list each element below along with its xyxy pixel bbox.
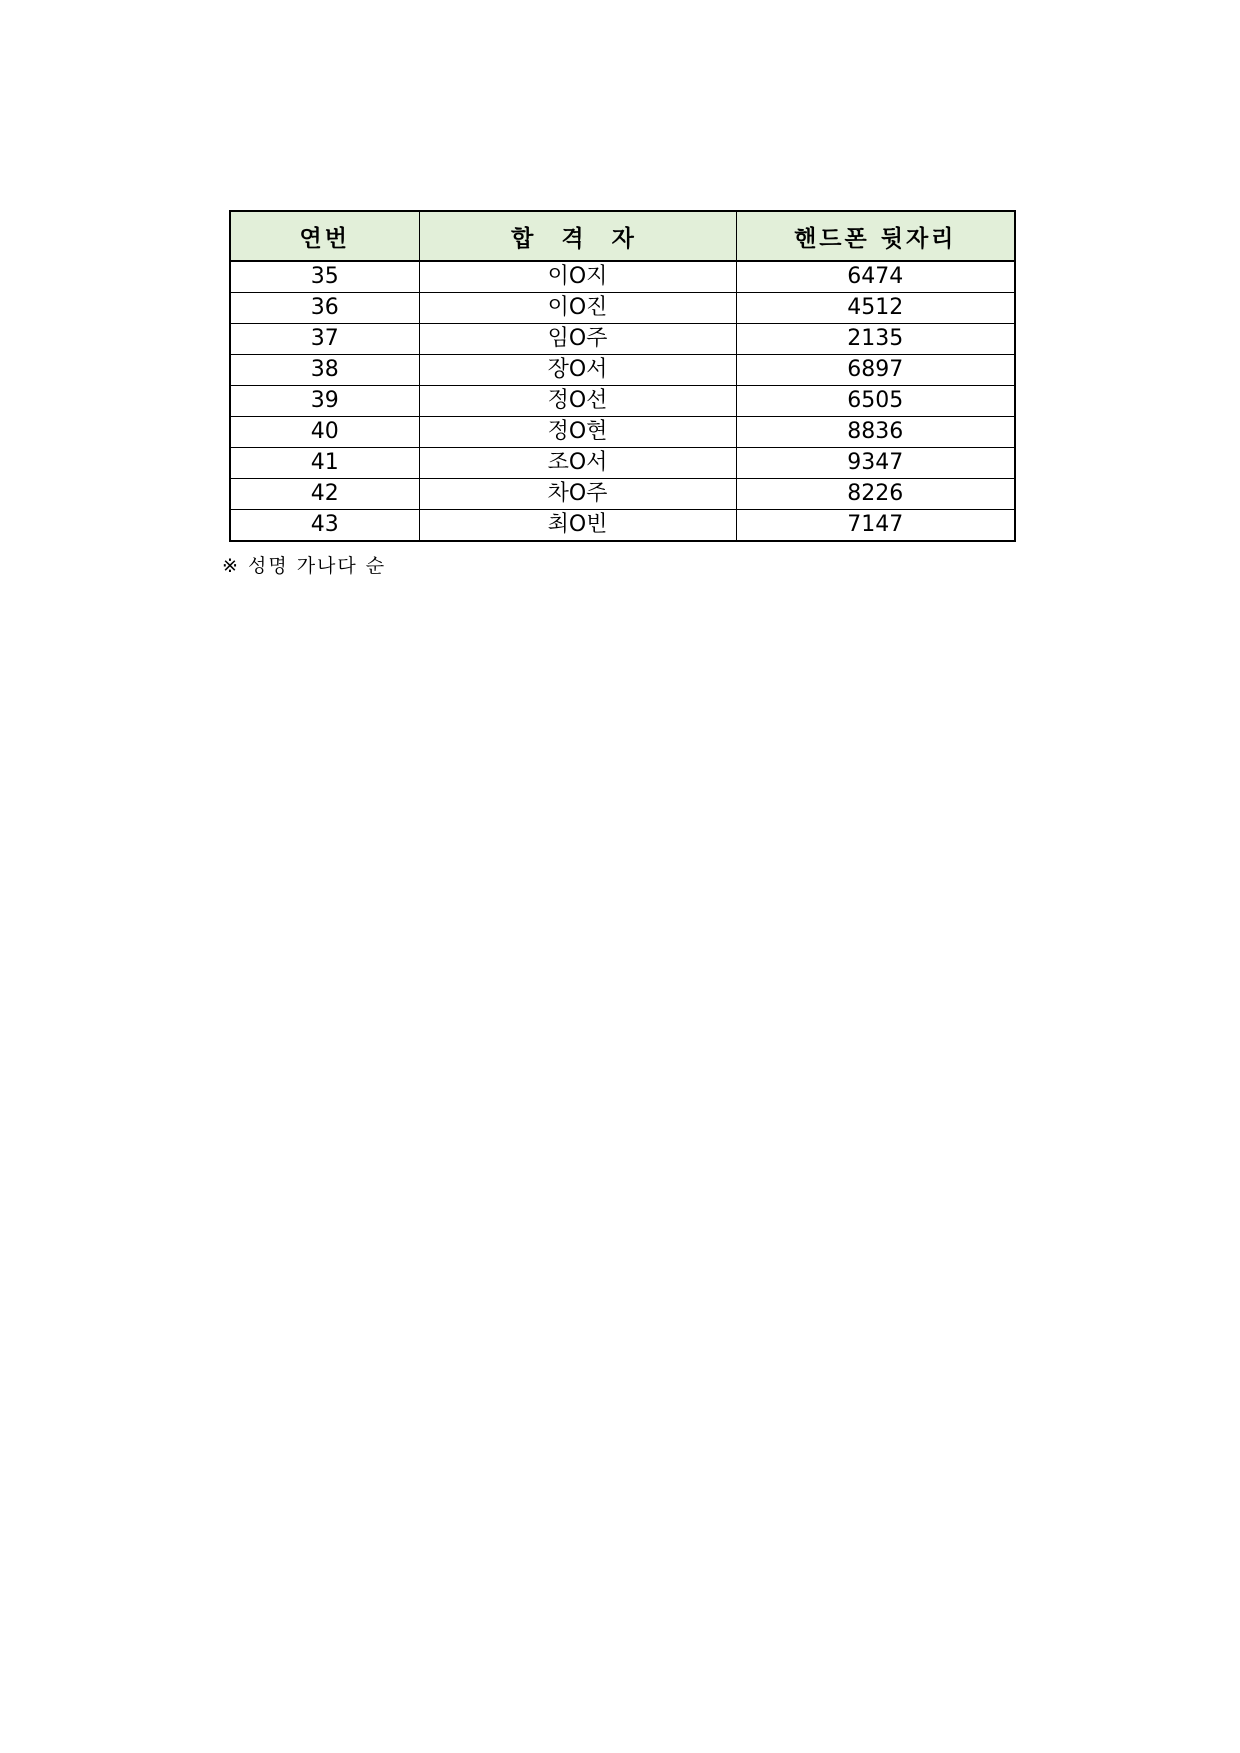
serial-number-cell: 35	[230, 261, 419, 293]
applicant-name-cell: 장O서	[419, 355, 736, 386]
serial-number-cell: 41	[230, 448, 419, 479]
results-table	[229, 210, 1016, 542]
applicant-name-cell: 최O빈	[419, 510, 736, 542]
serial-number-cell: 37	[230, 324, 419, 355]
phone-digits-cell: 6505	[736, 386, 1015, 417]
serial-number-cell: 36	[230, 293, 419, 324]
header-phone-last-digits: 핸드폰 뒷자리	[736, 211, 1015, 261]
serial-number-cell: 43	[230, 510, 419, 542]
phone-digits-cell: 8836	[736, 417, 1015, 448]
phone-digits-cell: 6897	[736, 355, 1015, 386]
table-header-row	[230, 211, 1015, 261]
phone-digits-cell: 7147	[736, 510, 1015, 542]
applicant-name-cell: 이O지	[419, 261, 736, 293]
table-row	[230, 355, 1015, 386]
applicant-name-cell: 이O진	[419, 293, 736, 324]
serial-number-cell: 42	[230, 479, 419, 510]
applicant-name-cell: 임O주	[419, 324, 736, 355]
phone-digits-cell: 9347	[736, 448, 1015, 479]
applicant-name-cell: 정O현	[419, 417, 736, 448]
phone-digits-cell: 4512	[736, 293, 1015, 324]
sort-order-note: ※ 성명 가나다 순	[222, 555, 387, 577]
header-serial-number: 연번	[230, 211, 419, 261]
serial-number-cell: 40	[230, 417, 419, 448]
serial-number-cell: 38	[230, 355, 419, 386]
table-row	[230, 479, 1015, 510]
phone-digits-cell: 8226	[736, 479, 1015, 510]
table-row	[230, 293, 1015, 324]
table-row	[230, 261, 1015, 293]
header-successful-applicant: 합 격 자	[419, 211, 736, 261]
table-row	[230, 448, 1015, 479]
table-row	[230, 510, 1015, 542]
phone-digits-cell: 6474	[736, 261, 1015, 293]
serial-number-cell: 39	[230, 386, 419, 417]
table-row	[230, 386, 1015, 417]
applicant-name-cell: 차O주	[419, 479, 736, 510]
table-row	[230, 417, 1015, 448]
table-row	[230, 324, 1015, 355]
applicant-name-cell: 정O선	[419, 386, 736, 417]
applicant-name-cell: 조O서	[419, 448, 736, 479]
phone-digits-cell: 2135	[736, 324, 1015, 355]
